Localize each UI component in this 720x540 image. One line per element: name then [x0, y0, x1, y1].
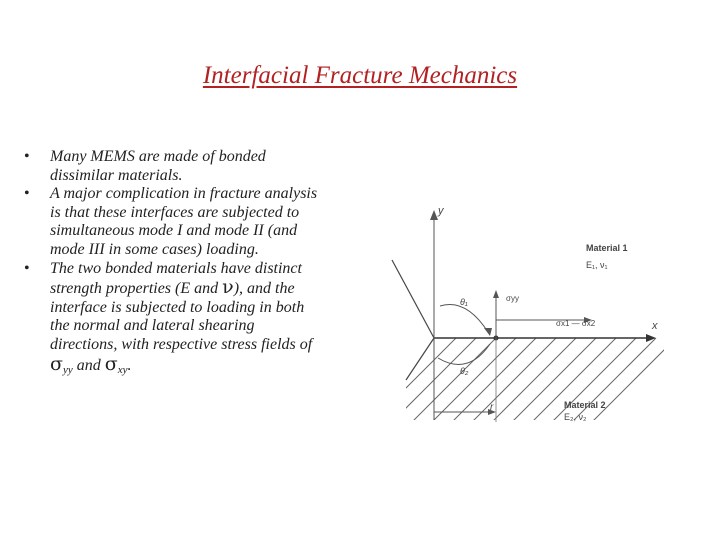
r-label: r	[490, 402, 494, 413]
sigma-xx-label: σx1 — σx2	[556, 319, 596, 328]
upper-crack-face	[392, 260, 434, 338]
subscript-xy: xy	[117, 363, 128, 376]
bullet-text: A major complication in fracture analysis is that these interfaces are subjected to simultaneous mode I and mode II (and mode III in some cases) loading.	[50, 185, 318, 258]
x-axis-label: x	[652, 320, 658, 332]
material2-hatching	[386, 338, 676, 428]
subscript-yy: yy	[62, 363, 73, 376]
bullet-item	[24, 260, 324, 380]
sigma-symbol: σ	[104, 352, 118, 375]
bullet-item	[24, 148, 324, 185]
sigma-yy-arrow	[493, 290, 499, 298]
theta1-label: θ₁	[460, 297, 468, 307]
y-axis-label: y	[438, 205, 444, 217]
x-axis-arrow	[646, 334, 656, 342]
material2-label: Material 2	[564, 400, 606, 410]
bullet-list	[24, 148, 324, 379]
sigma-symbol: σ	[50, 352, 63, 375]
theta1-arc	[440, 304, 488, 332]
nu-symbol: ν	[222, 276, 234, 299]
theta2-arc	[438, 344, 490, 364]
bullet-dot: •	[24, 259, 30, 277]
material1-props: E₁, ν₁	[586, 260, 608, 270]
y-axis-arrow	[430, 210, 438, 220]
slide-title: Interfacial Fracture Mechanics	[202, 62, 518, 89]
bullet-item	[24, 185, 324, 259]
bullet-dot: •	[24, 148, 30, 165]
sigma-yy-label: σyy	[506, 294, 519, 303]
interface-crack-diagram	[386, 198, 676, 430]
bullet-text: .	[127, 356, 132, 374]
material1-label: Material 1	[586, 243, 628, 253]
bullet-text: and	[72, 356, 105, 374]
material2-props: E₂, ν₂	[564, 412, 587, 422]
bullet-dot: •	[24, 185, 30, 203]
bullet-text: Many MEMS are made of bonded dissimilar materials.	[50, 148, 266, 184]
bullet-text: ), and the interface is subjected to loading in both the normal and lateral shearing directions, with respective stress fields of	[50, 280, 313, 353]
theta1-arrow	[484, 328, 492, 336]
bullet-text: The two bonded materials have distinct strength properties (E and	[50, 259, 302, 298]
theta2-label: θ₂	[460, 366, 469, 376]
